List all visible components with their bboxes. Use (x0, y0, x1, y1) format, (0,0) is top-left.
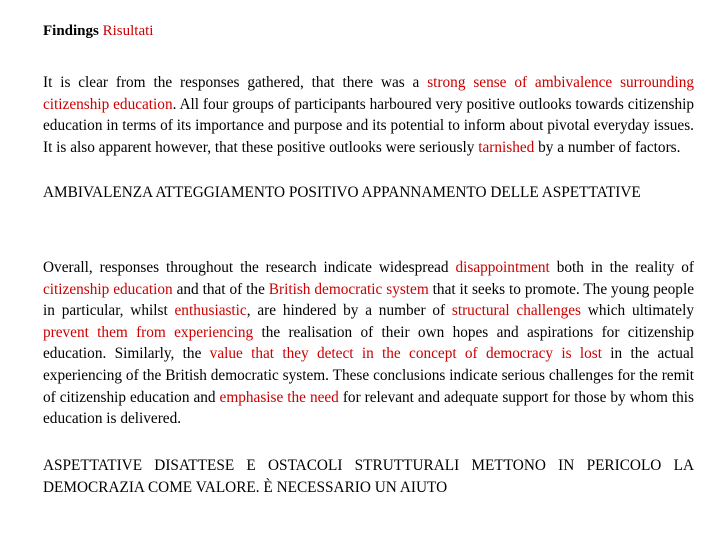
highlighted-phrase: citizenship education (43, 280, 173, 298)
highlighted-phrase: value that they detect in the concept of democracy is lost (209, 345, 602, 363)
text-run: which ultimately (581, 302, 694, 320)
italian-summary-2: ASPETTATIVE DISATTESE E OSTACOLI STRUTTURALI METTONO IN PERICOLO LA DEMOCRAZIA COME VALORE. È NECESSARIO UN AIUTO (43, 457, 694, 496)
highlighted-phrase: prevent them from experiencing (43, 323, 254, 341)
text-run: in the actual experiencing of the British democratic system. These conclusions indicate serious challenges for the remit of citizenship education and (43, 345, 694, 406)
highlighted-phrase: British democratic system (268, 280, 429, 298)
heading-english: Findings (43, 23, 99, 39)
section-heading (43, 21, 153, 41)
findings-paragraph-1 (43, 72, 694, 158)
text-run: . All four groups of participants harboured very positive outlooks towards citizenship education in terms of its importance and purpose and its potential to inform about pivotal everyday issues. It is also apparent however, that these positive outlooks were seriously (43, 95, 694, 156)
text-run: the realisation of their own hopes and aspirations for citizenship education. Similarly, the (43, 323, 694, 363)
findings-paragraph-2 (43, 257, 694, 430)
highlighted-phrase: strong sense of ambivalence surrounding citizenship education (43, 74, 695, 113)
highlighted-phrase: structural challenges (451, 302, 581, 320)
text-run: that it seeks to promote. The young people in particular, whilst (43, 280, 694, 320)
highlighted-phrase: disappointment (455, 259, 550, 276)
italian-summary-1: AMBIVALENZA ATTEGGIAMENTO POSITIVO APPANNAMENTO DELLE ASPETTATIVE (43, 184, 641, 201)
text-run: It is clear from the responses gathered, that there was a (43, 74, 428, 91)
highlighted-phrase: enthusiastic (174, 302, 247, 320)
heading-italian: Risultati (102, 23, 154, 39)
text-run: , are hindered by a number of (246, 302, 452, 320)
highlighted-phrase: tarnished (478, 138, 535, 156)
text-run: by a number of factors. (534, 138, 681, 156)
text-run: Overall, responses throughout the research indicate widespread (43, 259, 456, 276)
text-run: for relevant and adequate support for those by whom this education is delivered. (43, 388, 694, 428)
text-run: and that of the (172, 280, 269, 298)
text-run: both in the reality of (549, 259, 695, 276)
highlighted-phrase: emphasise the need (219, 388, 339, 406)
